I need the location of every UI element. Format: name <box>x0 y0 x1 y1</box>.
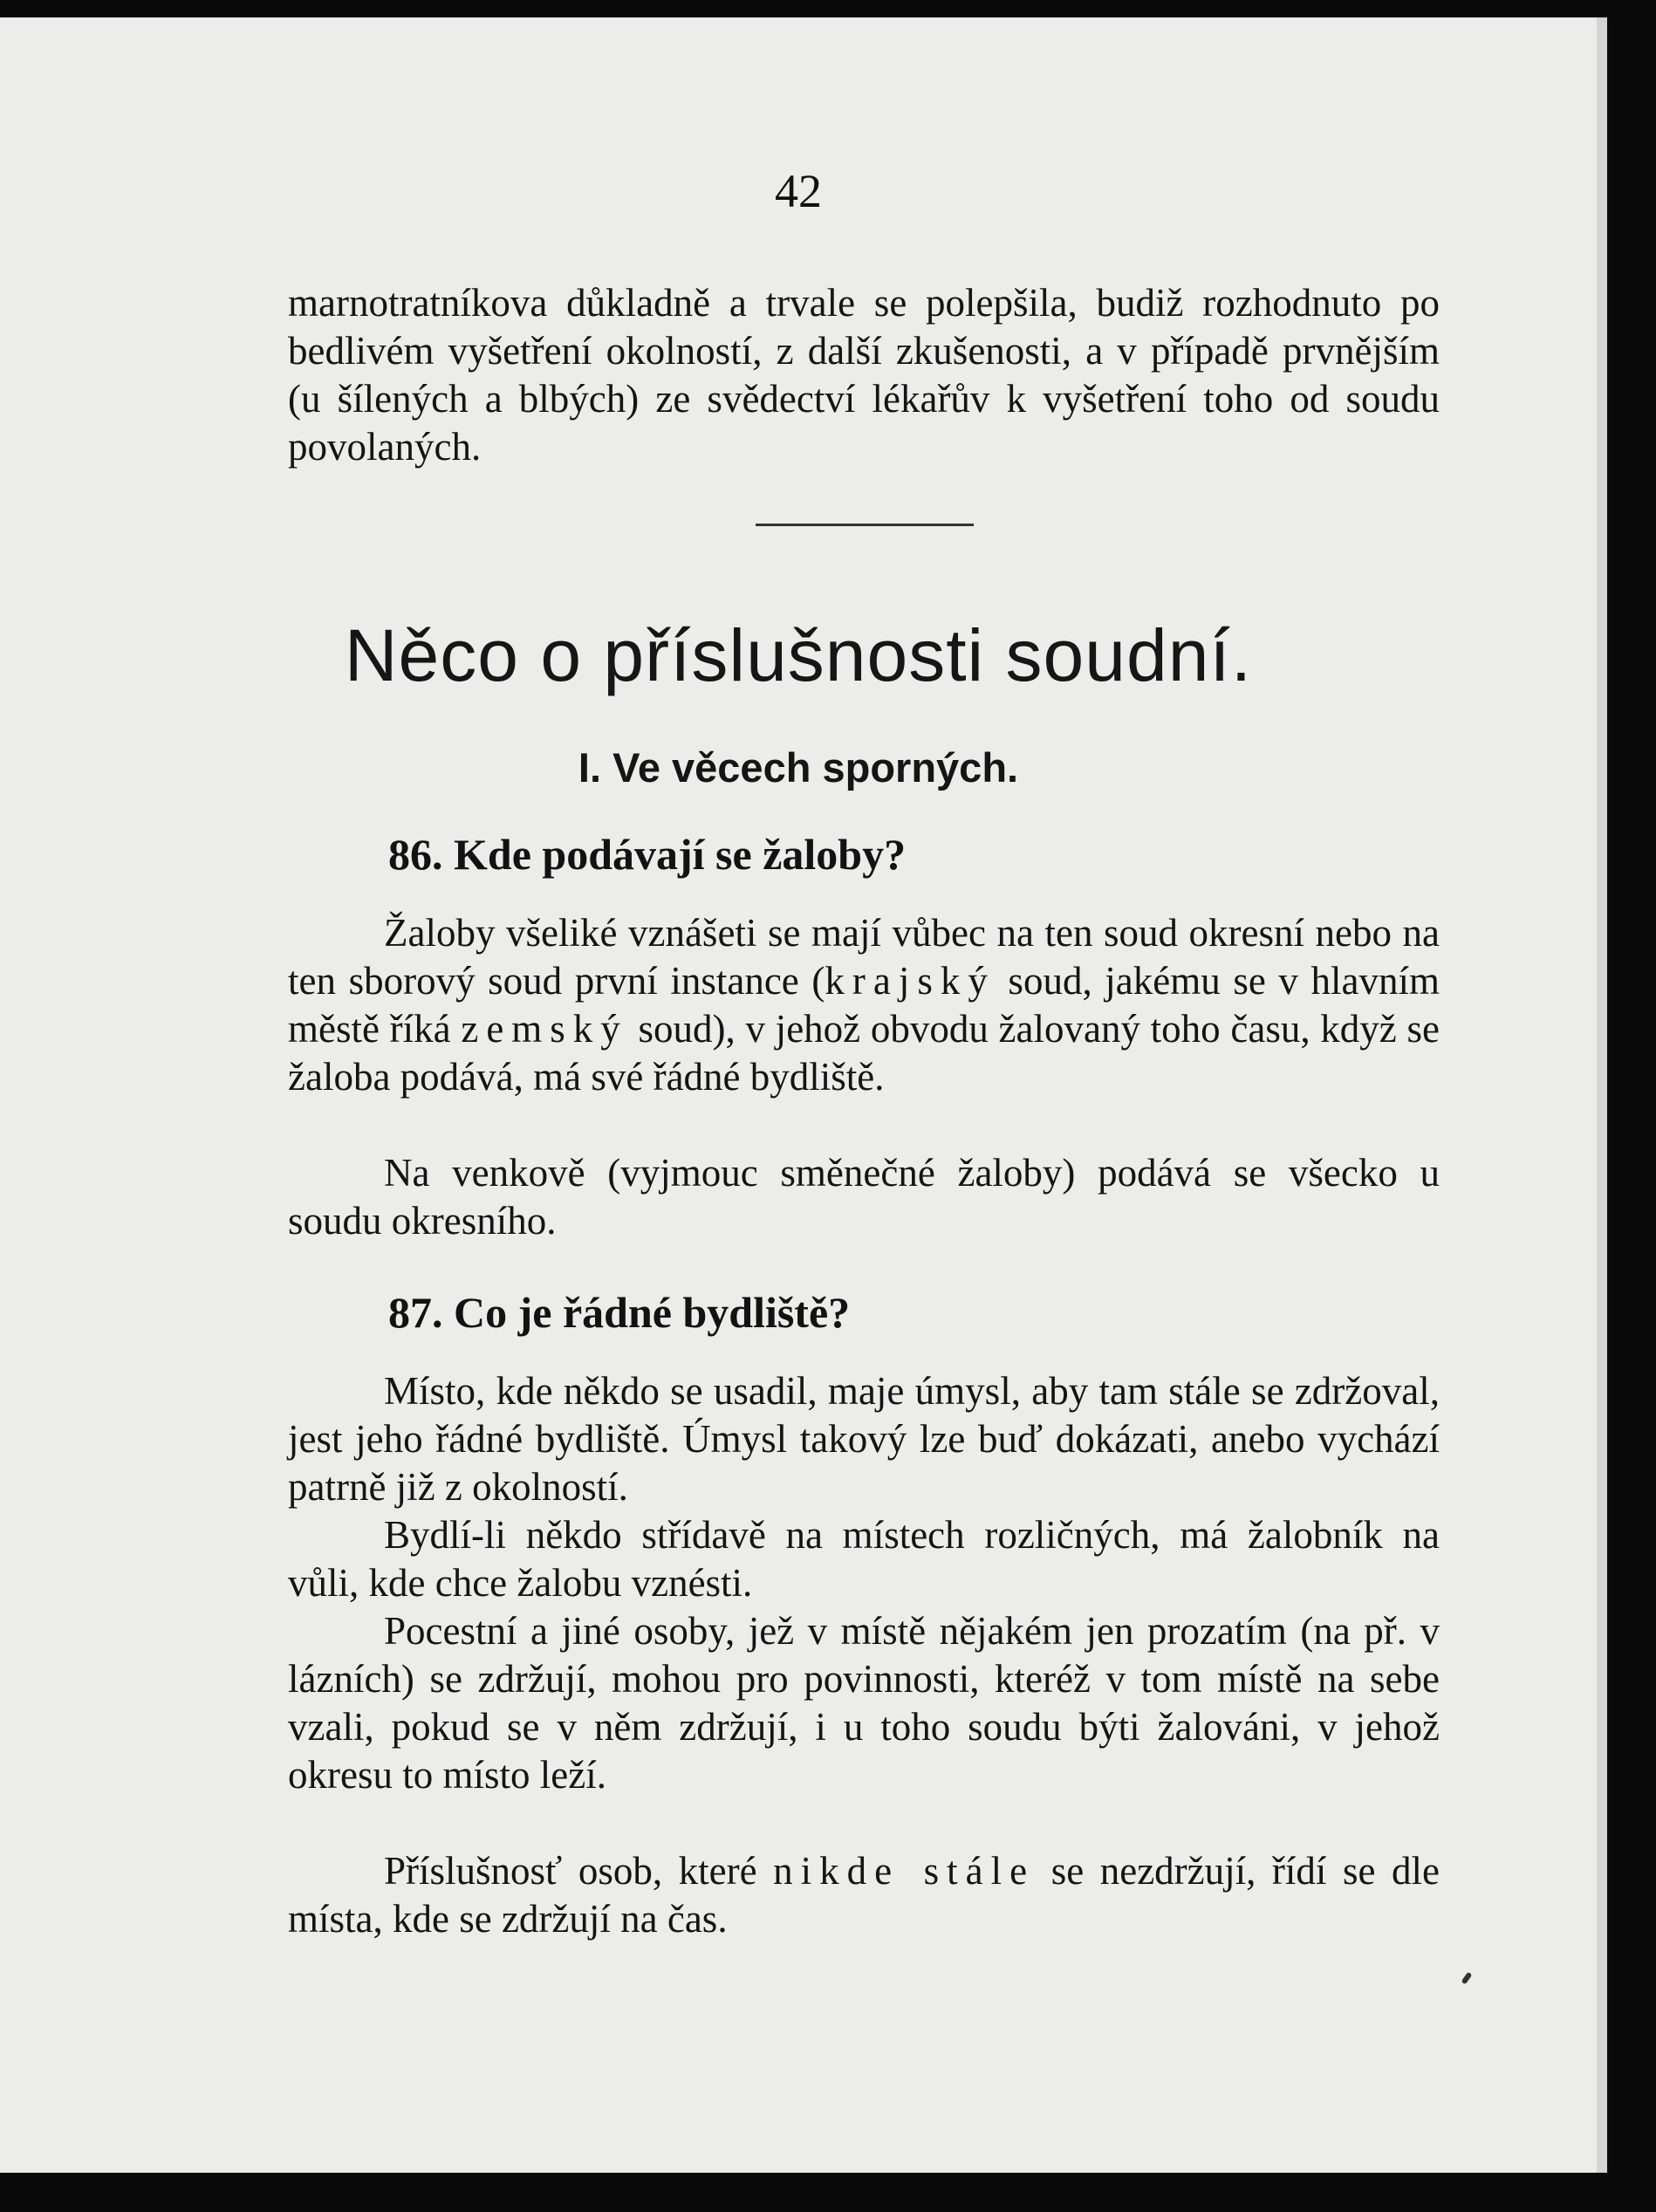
question-87-paragraph-3: Pocestní a jiné osoby, jež v místě nějakém jen prozatím (na př. v lázních) se zdržují, mohou pro povinnosti, kteréž v tom místě na sebe vzali, pokud se v něm zdržují, i u toho soudu býti žalováni, v jehož okresu to místo leží. <box>288 1609 1440 1797</box>
q87-p4-spaced-nikde-stale: nikde stále <box>773 1849 1036 1893</box>
section-title: I. Ve věcech sporných. <box>578 744 1019 791</box>
q86-p1-part-e: soud), v jehož obvodu žalovaný toho času, když se žaloba podává, má své řádné bydliště. <box>288 1007 1440 1099</box>
intro-paragraph: marnotratníkova důkladně a trvale se polepšila, budiž rozhodnuto po bedlivém vyšetření okolností, z další zkušenosti, a v případě prvnějším (u šílených a blbých) ze svědectví lékařův k vyšetření toho od soudu povolaných. <box>288 281 1440 469</box>
ink-speck <box>1461 1972 1473 1985</box>
page-number: 42 <box>775 165 822 217</box>
q87-p4-part-a: Příslušnosť osob, které <box>384 1849 774 1893</box>
question-87-paragraph-4 <box>288 1847 1440 1943</box>
q86-p1-part-c: soud, jakému se v hlavním městě říká <box>288 959 1440 1051</box>
q86-p1-spaced-krajsky: krajský <box>825 959 996 1003</box>
chapter-title: Něco o příslušnosti soudní. <box>344 614 1253 696</box>
q86-p1-spaced-zemsky: zemský <box>461 1007 628 1051</box>
book-page <box>0 17 1597 2173</box>
q87-p4-part-c: se nezdržují, řídí se dle místa, kde se zdržují na čas. <box>288 1849 1440 1941</box>
page-edge-shadow <box>1597 17 1607 2173</box>
q86-p1-part-a: Žaloby všeliké vznášeti se mají vůbec na ten soud okresní nebo na ten sborový soud první instance ( <box>288 911 1440 1003</box>
question-86-paragraph-2: Na venkově (vyjmouc směnečné žaloby) podává se všecko u soudu okresního. <box>288 1151 1440 1243</box>
question-87-heading: 87. Co je řádné bydliště? <box>388 1288 851 1337</box>
question-86-heading: 86. Kde podávají se žaloby? <box>388 830 907 879</box>
question-87-paragraph-2: Bydlí-li někdo střídavě na místech rozličných, má žalobník na vůli, kde chce žalobu vznésti. <box>288 1513 1440 1605</box>
section-divider <box>756 524 974 526</box>
question-86-paragraph-1 <box>288 909 1440 1101</box>
question-87-paragraph-1: Místo, kde někdo se usadil, maje úmysl, aby tam stále se zdržoval, jest jeho řádné bydliště. Úmysl takový lze buď dokázati, anebo vychází patrně již z okolností. <box>288 1369 1440 1509</box>
